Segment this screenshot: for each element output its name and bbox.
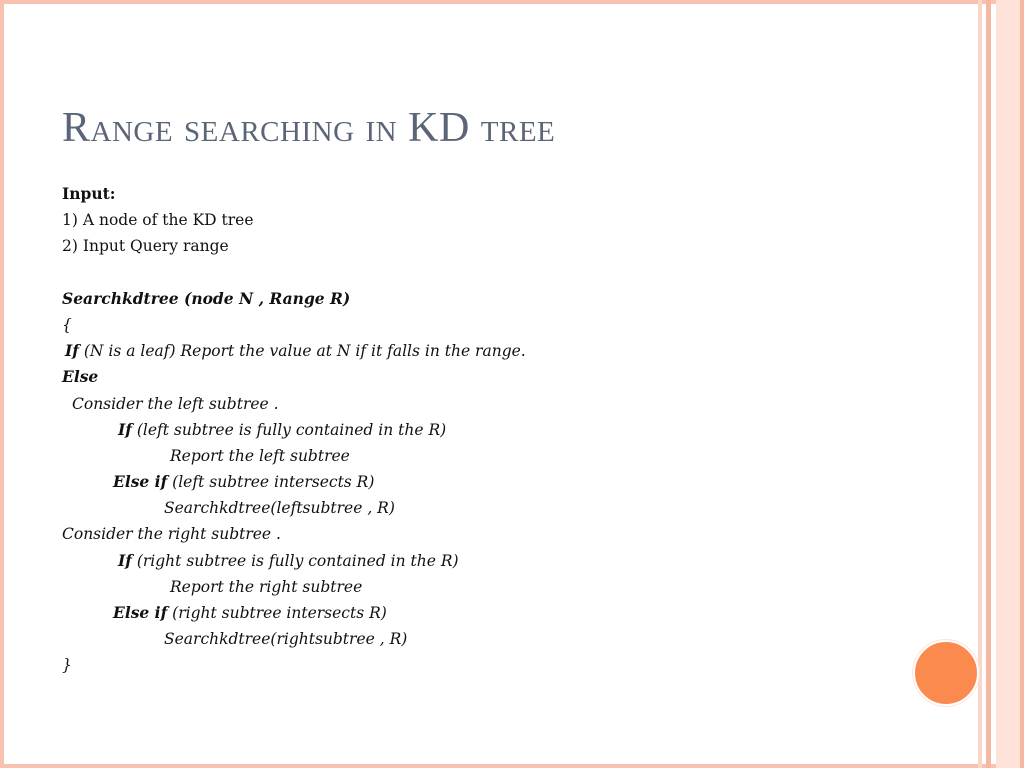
if-keyword: If xyxy=(65,341,79,361)
decorative-circle xyxy=(913,640,979,706)
slide-title: Range searching in KD tree xyxy=(62,105,556,151)
right-elseif-text: (right subtree intersects R) xyxy=(167,604,387,622)
open-brace: { xyxy=(62,315,72,334)
input-item: 1) A node of the KD tree xyxy=(62,211,254,230)
right-if-text: (right subtree is fully contained in the R) xyxy=(131,551,459,570)
function-signature: Searchkdtree (node N , Range R) xyxy=(62,288,351,308)
left-if-line xyxy=(62,417,922,443)
left-border xyxy=(0,0,4,768)
right-stripe xyxy=(978,0,982,768)
left-report-line: Report the left subtree xyxy=(170,446,350,465)
left-elseif-text: (left subtree intersects R) xyxy=(167,473,375,492)
top-border xyxy=(0,0,1024,4)
right-stripe xyxy=(996,0,1020,768)
close-brace: } xyxy=(62,656,72,675)
left-elseif-line xyxy=(62,469,922,495)
right-recurse-line: Searchkdtree(rightsubtree , R) xyxy=(164,630,408,649)
if-keyword: If xyxy=(118,550,132,570)
leaf-condition-line xyxy=(62,338,922,364)
else-if-keyword: Else if xyxy=(113,472,168,492)
bottom-border xyxy=(0,764,1024,768)
else-keyword: Else xyxy=(62,367,99,387)
input-item: 2) Input Query range xyxy=(62,237,229,256)
right-if-line xyxy=(62,548,922,574)
right-elseif-line xyxy=(62,600,922,626)
input-label: Input: xyxy=(62,184,116,203)
leaf-condition-text: (N is a leaf) Report the value at N if it falls in the range. xyxy=(78,342,526,361)
if-keyword: If xyxy=(118,419,132,439)
else-if-keyword: Else if xyxy=(113,603,168,622)
right-stripe xyxy=(986,0,991,768)
right-report-line: Report the right subtree xyxy=(170,577,363,596)
consider-left-line: Consider the left subtree . xyxy=(72,394,279,413)
right-stripe xyxy=(1020,0,1024,768)
left-recurse-line: Searchkdtree(leftsubtree , R) xyxy=(164,499,395,518)
left-if-text: (left subtree is fully contained in the R) xyxy=(131,420,447,439)
spacer xyxy=(62,260,922,286)
consider-right-line: Consider the right subtree . xyxy=(62,525,281,544)
slide-body xyxy=(62,181,922,679)
